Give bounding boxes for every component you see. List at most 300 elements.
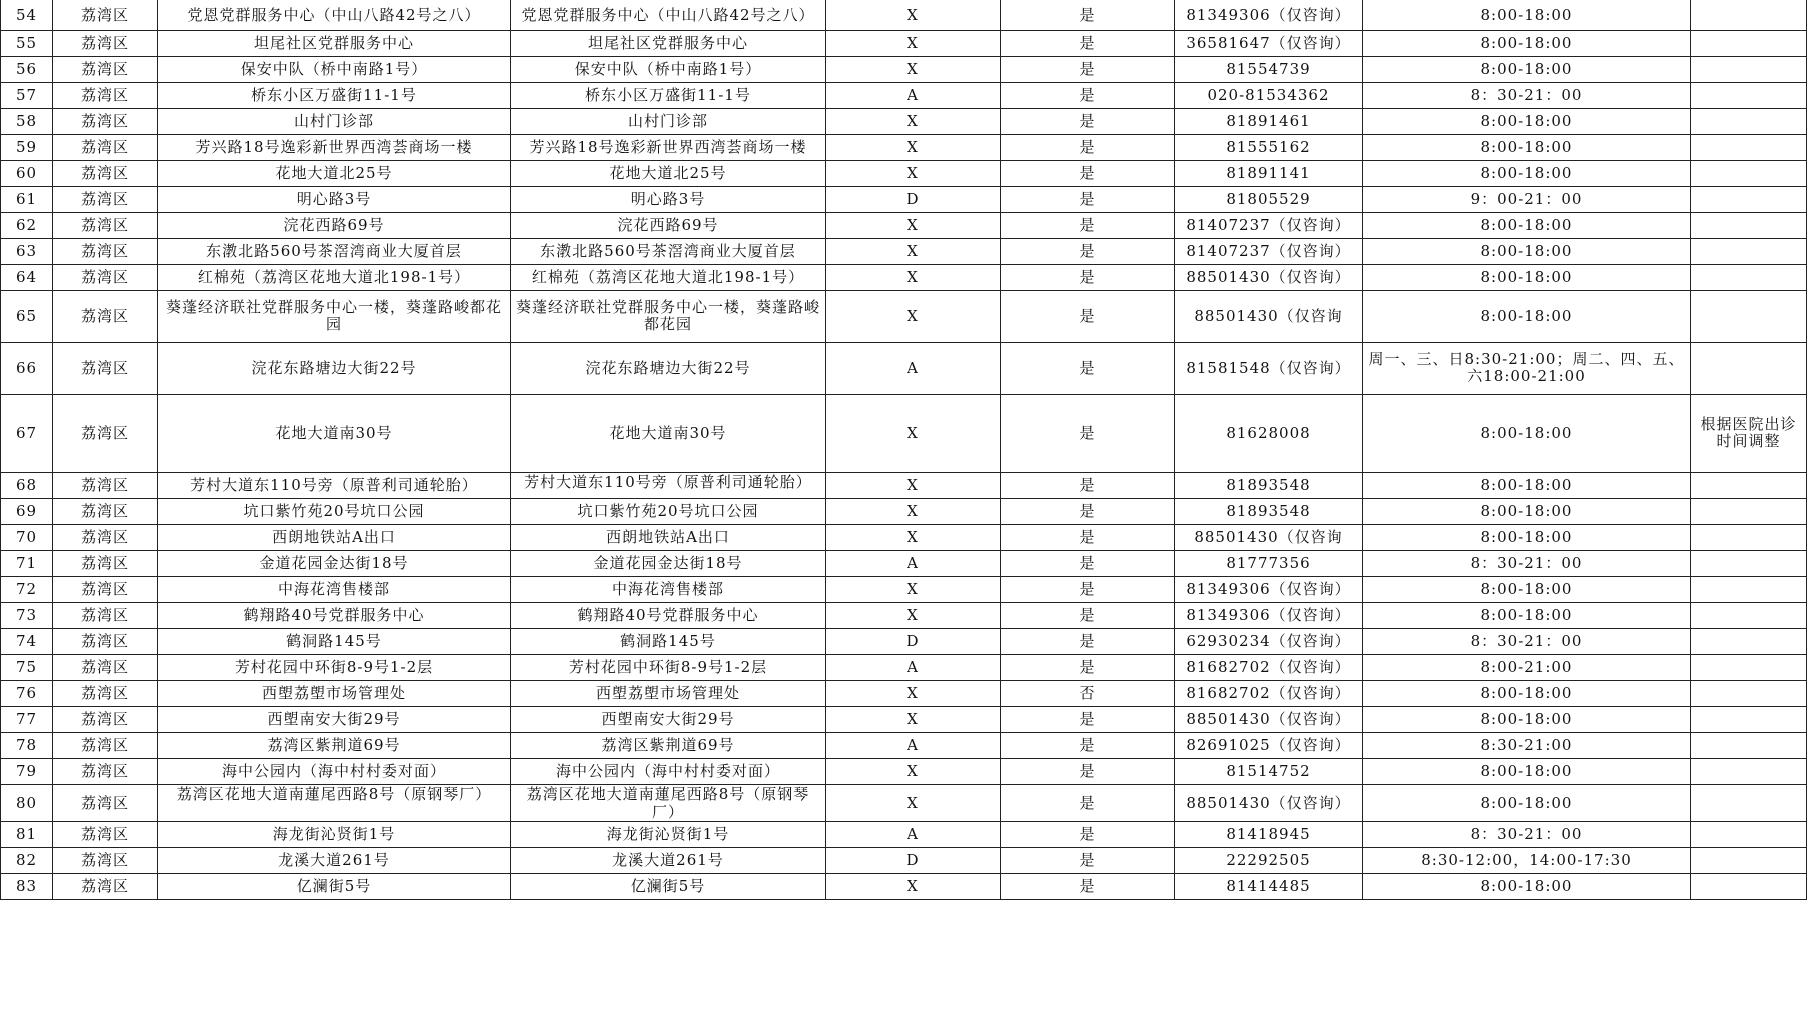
address-cell[interactable]: 保安中队（桥中南路1号） (511, 56, 826, 82)
hours-cell[interactable]: 8:00-18:00 (1363, 498, 1691, 524)
open-status-cell[interactable]: 是 (1001, 212, 1175, 238)
note-cell[interactable] (1691, 0, 1807, 30)
site-name-cell[interactable]: 龙溪大道261号 (158, 847, 511, 873)
type-cell[interactable]: X (826, 134, 1001, 160)
phone-cell[interactable]: 81407237（仅咨询） (1175, 212, 1363, 238)
district-cell[interactable]: 荔湾区 (53, 550, 158, 576)
table-row (1, 732, 1807, 758)
district-cell[interactable]: 荔湾区 (53, 0, 158, 30)
phone-cell[interactable]: 81349306（仅咨询） (1175, 576, 1363, 602)
hours-cell[interactable]: 8:00-21:00 (1363, 654, 1691, 680)
site-name-cell[interactable]: 桥东小区万盛街11-1号 (158, 82, 511, 108)
address-cell[interactable]: 鹤翔路40号党群服务中心 (511, 602, 826, 628)
row-number-cell[interactable]: 75 (1, 654, 53, 680)
note-cell[interactable] (1691, 160, 1807, 186)
phone-cell[interactable]: 81893548 (1175, 472, 1363, 498)
type-cell[interactable]: X (826, 498, 1001, 524)
row-number-cell[interactable]: 58 (1, 108, 53, 134)
hours-cell[interactable]: 8:00-18:00 (1363, 524, 1691, 550)
address-cell[interactable]: 党恩党群服务中心（中山八路42号之八） (511, 0, 826, 30)
type-cell[interactable]: A (826, 82, 1001, 108)
district-cell[interactable]: 荔湾区 (53, 706, 158, 732)
note-cell[interactable] (1691, 30, 1807, 56)
note-cell[interactable] (1691, 654, 1807, 680)
site-name-cell[interactable]: 西朗地铁站A出口 (158, 524, 511, 550)
phone-cell[interactable]: 81554739 (1175, 56, 1363, 82)
table-row (1, 394, 1807, 472)
note-cell[interactable] (1691, 784, 1807, 821)
phone-cell[interactable]: 88501430（仅咨询 (1175, 290, 1363, 342)
table-row (1, 628, 1807, 654)
note-cell[interactable] (1691, 56, 1807, 82)
phone-cell[interactable]: 88501430（仅咨询 (1175, 524, 1363, 550)
site-name-cell[interactable]: 花地大道南30号 (158, 394, 511, 472)
row-number-cell[interactable]: 70 (1, 524, 53, 550)
type-cell[interactable]: X (826, 212, 1001, 238)
type-cell[interactable]: X (826, 524, 1001, 550)
hours-cell[interactable]: 8:00-18:00 (1363, 108, 1691, 134)
row-number-cell[interactable]: 60 (1, 160, 53, 186)
table-row (1, 238, 1807, 264)
site-name-cell[interactable]: 东漖北路560号茶滘湾商业大厦首层 (158, 238, 511, 264)
row-number-cell[interactable]: 65 (1, 290, 53, 342)
type-cell[interactable]: X (826, 108, 1001, 134)
site-name-cell[interactable]: 坑口紫竹苑20号坑口公园 (158, 498, 511, 524)
type-cell[interactable]: X (826, 0, 1001, 30)
note-cell[interactable] (1691, 847, 1807, 873)
address-cell[interactable]: 西塱南安大街29号 (511, 706, 826, 732)
type-cell[interactable]: A (826, 654, 1001, 680)
phone-cell[interactable]: 81682702（仅咨询） (1175, 654, 1363, 680)
type-cell[interactable]: X (826, 56, 1001, 82)
hours-cell[interactable]: 8:30-21:00 (1363, 732, 1691, 758)
row-number-cell[interactable]: 79 (1, 758, 53, 784)
hours-cell[interactable]: 8:00-18:00 (1363, 784, 1691, 821)
site-name-cell[interactable]: 西塱荔塱市场管理处 (158, 680, 511, 706)
district-cell[interactable]: 荔湾区 (53, 847, 158, 873)
type-cell[interactable]: X (826, 758, 1001, 784)
table-row (1, 847, 1807, 873)
type-cell[interactable]: X (826, 680, 1001, 706)
type-cell[interactable]: D (826, 847, 1001, 873)
note-cell[interactable] (1691, 524, 1807, 550)
row-number-cell[interactable]: 73 (1, 602, 53, 628)
row-number-cell[interactable]: 61 (1, 186, 53, 212)
district-cell[interactable]: 荔湾区 (53, 654, 158, 680)
phone-cell[interactable]: 81805529 (1175, 186, 1363, 212)
type-cell[interactable]: X (826, 602, 1001, 628)
address-cell[interactable]: 花地大道北25号 (511, 160, 826, 186)
site-name-cell[interactable]: 芳村花园中环街8-9号1-2层 (158, 654, 511, 680)
open-status-cell[interactable]: 是 (1001, 186, 1175, 212)
open-status-cell[interactable]: 是 (1001, 550, 1175, 576)
district-cell[interactable]: 荔湾区 (53, 784, 158, 821)
hours-cell[interactable]: 8:00-18:00 (1363, 680, 1691, 706)
address-cell[interactable]: 荔湾区花地大道南蓮尾西路8号（原钢琴厂） (511, 784, 826, 821)
district-cell[interactable]: 荔湾区 (53, 212, 158, 238)
table-row (1, 498, 1807, 524)
open-status-cell[interactable]: 是 (1001, 56, 1175, 82)
table-row (1, 186, 1807, 212)
open-status-cell[interactable]: 是 (1001, 873, 1175, 899)
note-cell[interactable] (1691, 498, 1807, 524)
district-cell[interactable]: 荔湾区 (53, 821, 158, 847)
district-cell[interactable]: 荔湾区 (53, 680, 158, 706)
hours-cell[interactable]: 8:00-18:00 (1363, 602, 1691, 628)
site-name-cell[interactable]: 葵蓬经济联社党群服务中心一楼，葵蓬路峻都花园 (158, 290, 511, 342)
table-row (1, 576, 1807, 602)
hours-cell[interactable]: 8:00-18:00 (1363, 394, 1691, 472)
row-number-cell[interactable]: 74 (1, 628, 53, 654)
row-number-cell[interactable]: 72 (1, 576, 53, 602)
address-cell[interactable]: 坦尾社区党群服务中心 (511, 30, 826, 56)
address-cell[interactable]: 红棉苑（荔湾区花地大道北198-1号） (511, 264, 826, 290)
district-cell[interactable]: 荔湾区 (53, 160, 158, 186)
type-cell[interactable]: X (826, 264, 1001, 290)
site-name-cell[interactable]: 鹤翔路40号党群服务中心 (158, 602, 511, 628)
address-cell[interactable]: 坑口紫竹苑20号坑口公园 (511, 498, 826, 524)
type-cell[interactable]: D (826, 186, 1001, 212)
table-row (1, 873, 1807, 899)
district-cell[interactable]: 荔湾区 (53, 758, 158, 784)
phone-cell[interactable]: 81514752 (1175, 758, 1363, 784)
phone-cell[interactable]: 81682702（仅咨询） (1175, 680, 1363, 706)
site-name-cell[interactable]: 鹤洞路145号 (158, 628, 511, 654)
note-cell[interactable] (1691, 186, 1807, 212)
open-status-cell[interactable]: 是 (1001, 134, 1175, 160)
row-number-cell[interactable]: 68 (1, 472, 53, 498)
address-cell[interactable]: 桥东小区万盛街11-1号 (511, 82, 826, 108)
note-cell[interactable] (1691, 732, 1807, 758)
address-cell[interactable]: 西塱荔塱市场管理处 (511, 680, 826, 706)
open-status-cell[interactable]: 是 (1001, 82, 1175, 108)
note-cell[interactable] (1691, 680, 1807, 706)
note-cell[interactable] (1691, 264, 1807, 290)
address-cell[interactable]: 金道花园金达街18号 (511, 550, 826, 576)
table-row (1, 758, 1807, 784)
phone-cell[interactable]: 88501430（仅咨询） (1175, 264, 1363, 290)
address-cell[interactable]: 海中公园内（海中村村委对面） (511, 758, 826, 784)
phone-cell[interactable]: 81414485 (1175, 873, 1363, 899)
open-status-cell[interactable]: 是 (1001, 342, 1175, 394)
phone-cell[interactable]: 81891141 (1175, 160, 1363, 186)
site-name-cell[interactable]: 花地大道北25号 (158, 160, 511, 186)
table-row (1, 56, 1807, 82)
phone-cell[interactable]: 81581548（仅咨询） (1175, 342, 1363, 394)
district-cell[interactable]: 荔湾区 (53, 238, 158, 264)
open-status-cell[interactable]: 是 (1001, 576, 1175, 602)
type-cell[interactable]: X (826, 238, 1001, 264)
hours-cell[interactable]: 8:00-18:00 (1363, 472, 1691, 498)
phone-cell[interactable]: 62930234（仅咨询） (1175, 628, 1363, 654)
row-number-cell[interactable]: 77 (1, 706, 53, 732)
open-status-cell[interactable]: 是 (1001, 394, 1175, 472)
open-status-cell[interactable]: 是 (1001, 654, 1175, 680)
address-cell[interactable]: 浣花西路69号 (511, 212, 826, 238)
site-name-cell[interactable]: 浣花东路塘边大街22号 (158, 342, 511, 394)
row-number-cell[interactable]: 76 (1, 680, 53, 706)
row-number-cell[interactable]: 67 (1, 394, 53, 472)
note-cell[interactable] (1691, 82, 1807, 108)
district-cell[interactable]: 荔湾区 (53, 134, 158, 160)
hours-cell[interactable]: 8:00-18:00 (1363, 758, 1691, 784)
phone-cell[interactable]: 81349306（仅咨询） (1175, 602, 1363, 628)
type-cell[interactable]: X (826, 394, 1001, 472)
address-cell[interactable]: 葵蓬经济联社党群服务中心一楼，葵蓬路峻都花园 (511, 290, 826, 342)
address-cell[interactable]: 浣花东路塘边大街22号 (511, 342, 826, 394)
note-cell[interactable] (1691, 873, 1807, 899)
open-status-cell[interactable]: 是 (1001, 706, 1175, 732)
hours-cell[interactable]: 8：30-21：00 (1363, 628, 1691, 654)
district-cell[interactable]: 荔湾区 (53, 576, 158, 602)
district-cell[interactable]: 荔湾区 (53, 524, 158, 550)
phone-cell[interactable]: 82691025（仅咨询） (1175, 732, 1363, 758)
open-status-cell[interactable]: 是 (1001, 602, 1175, 628)
note-cell[interactable] (1691, 108, 1807, 134)
type-cell[interactable]: A (826, 821, 1001, 847)
note-cell[interactable] (1691, 628, 1807, 654)
hours-cell[interactable]: 8:00-18:00 (1363, 30, 1691, 56)
hours-cell[interactable]: 8:00-18:00 (1363, 212, 1691, 238)
district-cell[interactable]: 荔湾区 (53, 108, 158, 134)
hours-cell[interactable]: 9：00-21：00 (1363, 186, 1691, 212)
site-name-cell[interactable]: 芳村大道东110号旁（原普利司通轮胎） (158, 472, 511, 498)
site-name-cell[interactable]: 西塱南安大街29号 (158, 706, 511, 732)
table-body (1, 0, 1807, 899)
table-row (1, 680, 1807, 706)
site-name-cell[interactable]: 党恩党群服务中心（中山八路42号之八） (158, 0, 511, 30)
row-number-cell[interactable]: 82 (1, 847, 53, 873)
table-row (1, 0, 1807, 30)
site-name-cell[interactable]: 芳兴路18号逸彩新世界西湾荟商场一楼 (158, 134, 511, 160)
row-number-cell[interactable]: 54 (1, 0, 53, 30)
table-row (1, 784, 1807, 821)
type-cell[interactable]: X (826, 160, 1001, 186)
table-row (1, 706, 1807, 732)
open-status-cell[interactable]: 是 (1001, 160, 1175, 186)
address-cell[interactable]: 芳兴路18号逸彩新世界西湾荟商场一楼 (511, 134, 826, 160)
site-name-cell[interactable]: 保安中队（桥中南路1号） (158, 56, 511, 82)
address-cell[interactable]: 花地大道南30号 (511, 394, 826, 472)
table-row (1, 602, 1807, 628)
type-cell[interactable]: X (826, 30, 1001, 56)
district-cell[interactable]: 荔湾区 (53, 472, 158, 498)
open-status-cell[interactable]: 是 (1001, 290, 1175, 342)
district-cell[interactable]: 荔湾区 (53, 394, 158, 472)
site-name-cell[interactable]: 红棉苑（荔湾区花地大道北198-1号） (158, 264, 511, 290)
phone-cell[interactable]: 88501430（仅咨询） (1175, 706, 1363, 732)
phone-cell[interactable]: 81891461 (1175, 108, 1363, 134)
phone-cell[interactable]: 81407237（仅咨询） (1175, 238, 1363, 264)
site-name-cell[interactable]: 亿澜街5号 (158, 873, 511, 899)
hours-cell[interactable]: 8：30-21：00 (1363, 821, 1691, 847)
phone-cell[interactable]: 81893548 (1175, 498, 1363, 524)
phone-cell[interactable]: 81777356 (1175, 550, 1363, 576)
open-status-cell[interactable]: 是 (1001, 847, 1175, 873)
open-status-cell[interactable]: 是 (1001, 784, 1175, 821)
table-row (1, 264, 1807, 290)
hours-cell[interactable]: 8:00-18:00 (1363, 290, 1691, 342)
district-cell[interactable]: 荔湾区 (53, 628, 158, 654)
site-name-cell[interactable]: 明心路3号 (158, 186, 511, 212)
district-cell[interactable]: 荔湾区 (53, 342, 158, 394)
note-cell[interactable] (1691, 706, 1807, 732)
district-cell[interactable]: 荔湾区 (53, 290, 158, 342)
note-cell[interactable] (1691, 342, 1807, 394)
district-cell[interactable]: 荔湾区 (53, 264, 158, 290)
type-cell[interactable]: X (826, 784, 1001, 821)
district-cell[interactable]: 荔湾区 (53, 602, 158, 628)
site-name-cell[interactable]: 海中公园内（海中村村委对面） (158, 758, 511, 784)
phone-cell[interactable]: 81418945 (1175, 821, 1363, 847)
open-status-cell[interactable]: 是 (1001, 238, 1175, 264)
note-cell[interactable]: 根据医院出诊时间调整 (1691, 394, 1807, 472)
open-status-cell[interactable]: 是 (1001, 628, 1175, 654)
row-number-cell[interactable]: 69 (1, 498, 53, 524)
site-name-cell[interactable]: 荔湾区紫荆道69号 (158, 732, 511, 758)
district-cell[interactable]: 荔湾区 (53, 30, 158, 56)
table-row (1, 290, 1807, 342)
phone-cell[interactable]: 81349306（仅咨询） (1175, 0, 1363, 30)
phone-cell[interactable]: 36581647（仅咨询） (1175, 30, 1363, 56)
site-name-cell[interactable]: 荔湾区花地大道南蓮尾西路8号（原钢琴厂） (158, 784, 511, 821)
hours-cell[interactable]: 8:00-18:00 (1363, 160, 1691, 186)
type-cell[interactable]: D (826, 628, 1001, 654)
district-cell[interactable]: 荔湾区 (53, 56, 158, 82)
table-row (1, 212, 1807, 238)
site-name-cell[interactable]: 坦尾社区党群服务中心 (158, 30, 511, 56)
type-cell[interactable]: X (826, 472, 1001, 498)
address-cell[interactable]: 芳村花园中环街8-9号1-2层 (511, 654, 826, 680)
row-number-cell[interactable]: 78 (1, 732, 53, 758)
site-name-cell[interactable]: 金道花园金达街18号 (158, 550, 511, 576)
address-cell[interactable]: 鹤洞路145号 (511, 628, 826, 654)
row-number-cell[interactable]: 66 (1, 342, 53, 394)
district-cell[interactable]: 荔湾区 (53, 873, 158, 899)
row-number-cell[interactable]: 83 (1, 873, 53, 899)
note-cell[interactable] (1691, 212, 1807, 238)
note-cell[interactable] (1691, 472, 1807, 498)
hours-cell[interactable]: 8:00-18:00 (1363, 0, 1691, 30)
hours-cell[interactable]: 8:00-18:00 (1363, 56, 1691, 82)
address-cell[interactable]: 山村门诊部 (511, 108, 826, 134)
open-status-cell[interactable]: 是 (1001, 821, 1175, 847)
open-status-cell[interactable]: 是 (1001, 264, 1175, 290)
address-cell[interactable]: 龙溪大道261号 (511, 847, 826, 873)
open-status-cell[interactable]: 是 (1001, 30, 1175, 56)
note-cell[interactable] (1691, 602, 1807, 628)
open-status-cell[interactable]: 是 (1001, 498, 1175, 524)
note-cell[interactable] (1691, 576, 1807, 602)
open-status-cell[interactable]: 是 (1001, 732, 1175, 758)
type-cell[interactable]: X (826, 576, 1001, 602)
note-cell[interactable] (1691, 550, 1807, 576)
note-cell[interactable] (1691, 758, 1807, 784)
address-cell[interactable]: 荔湾区紫荆道69号 (511, 732, 826, 758)
row-number-cell[interactable]: 62 (1, 212, 53, 238)
open-status-cell[interactable]: 是 (1001, 758, 1175, 784)
note-cell[interactable] (1691, 821, 1807, 847)
table-row (1, 342, 1807, 394)
hours-cell[interactable]: 8：30-21：00 (1363, 82, 1691, 108)
table-row (1, 524, 1807, 550)
site-name-cell[interactable]: 中海花湾售楼部 (158, 576, 511, 602)
hours-cell[interactable]: 周一、三、日8:30-21:00；周二、四、五、六18:00-21:00 (1363, 342, 1691, 394)
hours-cell[interactable]: 8:00-18:00 (1363, 264, 1691, 290)
hours-cell[interactable]: 8:30-12:00，14:00-17:30 (1363, 847, 1691, 873)
address-cell[interactable]: 亿澜街5号 (511, 873, 826, 899)
hours-cell[interactable]: 8:00-18:00 (1363, 706, 1691, 732)
type-cell[interactable]: A (826, 550, 1001, 576)
hours-cell[interactable]: 8:00-18:00 (1363, 576, 1691, 602)
row-number-cell[interactable]: 63 (1, 238, 53, 264)
type-cell[interactable]: A (826, 342, 1001, 394)
address-cell[interactable]: 西朗地铁站A出口 (511, 524, 826, 550)
hours-cell[interactable]: 8：30-21：00 (1363, 550, 1691, 576)
type-cell[interactable]: A (826, 732, 1001, 758)
row-number-cell[interactable]: 64 (1, 264, 53, 290)
note-cell[interactable] (1691, 238, 1807, 264)
open-status-cell[interactable]: 是 (1001, 524, 1175, 550)
hours-cell[interactable]: 8:00-18:00 (1363, 873, 1691, 899)
phone-cell[interactable]: 22292505 (1175, 847, 1363, 873)
site-name-cell[interactable]: 山村门诊部 (158, 108, 511, 134)
row-number-cell[interactable]: 80 (1, 784, 53, 821)
phone-cell[interactable]: 81628008 (1175, 394, 1363, 472)
note-cell[interactable] (1691, 290, 1807, 342)
district-cell[interactable]: 荔湾区 (53, 732, 158, 758)
address-cell[interactable]: 明心路3号 (511, 186, 826, 212)
type-cell[interactable]: X (826, 290, 1001, 342)
address-cell[interactable]: 中海花湾售楼部 (511, 576, 826, 602)
site-name-cell[interactable]: 浣花西路69号 (158, 212, 511, 238)
address-cell[interactable]: 芳村大道东110号旁（原普利司通轮胎） (511, 472, 826, 498)
open-status-cell[interactable]: 是 (1001, 472, 1175, 498)
row-number-cell[interactable]: 56 (1, 56, 53, 82)
type-cell[interactable]: X (826, 873, 1001, 899)
address-cell[interactable]: 东漖北路560号茶滘湾商业大厦首层 (511, 238, 826, 264)
site-name-cell[interactable]: 海龙街沁贤街1号 (158, 821, 511, 847)
open-status-cell[interactable]: 否 (1001, 680, 1175, 706)
phone-cell[interactable]: 81555162 (1175, 134, 1363, 160)
table-row (1, 30, 1807, 56)
phone-cell[interactable]: 020-81534362 (1175, 82, 1363, 108)
phone-cell[interactable]: 88501430（仅咨询） (1175, 784, 1363, 821)
row-number-cell[interactable]: 57 (1, 82, 53, 108)
district-cell[interactable]: 荔湾区 (53, 498, 158, 524)
row-number-cell[interactable]: 55 (1, 30, 53, 56)
table-row (1, 654, 1807, 680)
table-row (1, 134, 1807, 160)
note-cell[interactable] (1691, 134, 1807, 160)
row-number-cell[interactable]: 59 (1, 134, 53, 160)
row-number-cell[interactable]: 81 (1, 821, 53, 847)
table-row (1, 821, 1807, 847)
table-row (1, 550, 1807, 576)
type-cell[interactable]: X (826, 706, 1001, 732)
open-status-cell[interactable]: 是 (1001, 108, 1175, 134)
open-status-cell[interactable]: 是 (1001, 0, 1175, 30)
hours-cell[interactable]: 8:00-18:00 (1363, 238, 1691, 264)
district-cell[interactable]: 荔湾区 (53, 186, 158, 212)
address-cell[interactable]: 海龙街沁贤街1号 (511, 821, 826, 847)
row-number-cell[interactable]: 71 (1, 550, 53, 576)
hours-cell[interactable]: 8:00-18:00 (1363, 134, 1691, 160)
district-cell[interactable]: 荔湾区 (53, 82, 158, 108)
table-row (1, 472, 1807, 498)
table-row (1, 108, 1807, 134)
table-row (1, 82, 1807, 108)
